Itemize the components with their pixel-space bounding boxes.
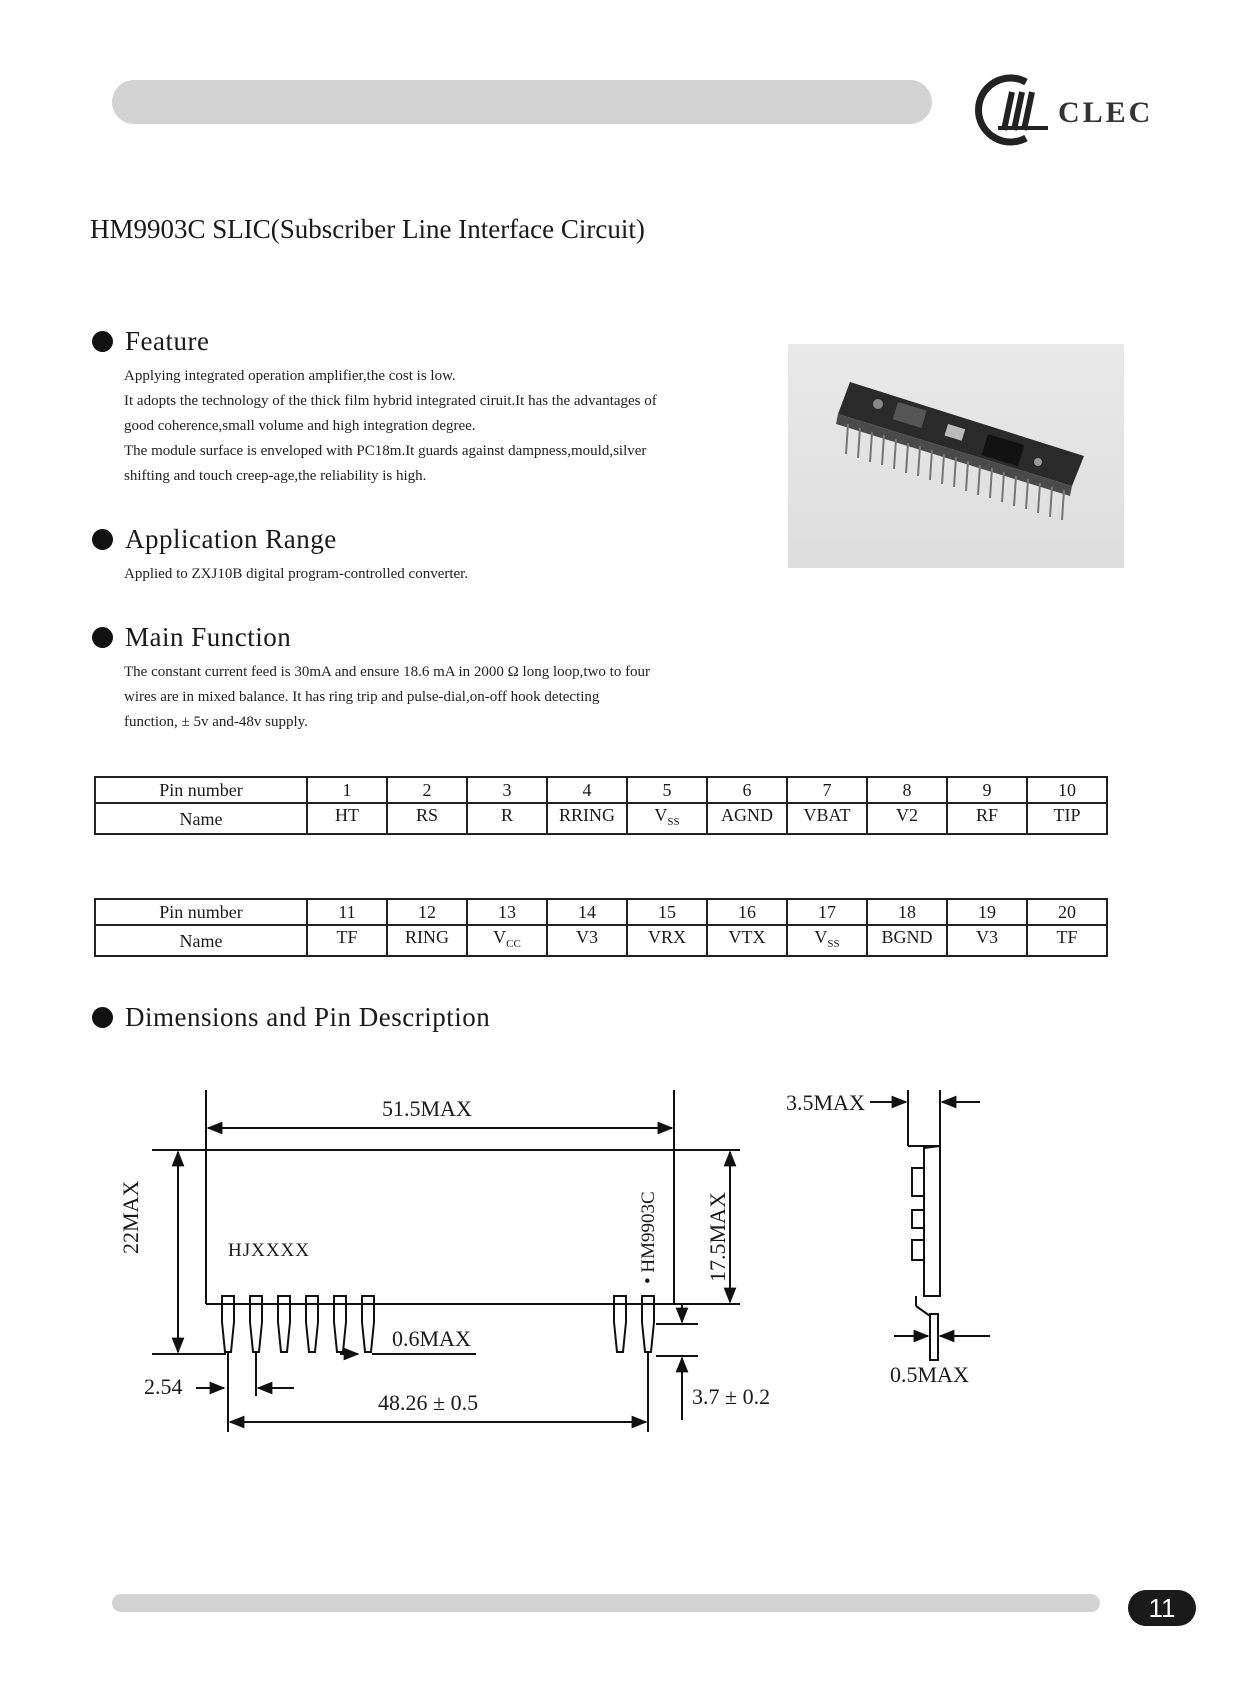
side-marking-label: • HM9903C bbox=[638, 1191, 659, 1284]
feature-line: good coherence,small volume and high integration degree. bbox=[124, 418, 476, 434]
pin-name: V3 bbox=[547, 925, 627, 956]
application-heading-text: Application Range bbox=[125, 524, 337, 554]
lead-length-label: 3.7 ± 0.2 bbox=[692, 1384, 771, 1409]
pin-number: 16 bbox=[707, 899, 787, 925]
row-header: Pin number bbox=[95, 777, 307, 803]
pin-name: BGND bbox=[867, 925, 947, 956]
pin-name: V2 bbox=[867, 803, 947, 834]
pin-number: 20 bbox=[1027, 899, 1107, 925]
pin-name: VBAT bbox=[787, 803, 867, 834]
pin-name: $V_{SS}$ bbox=[627, 803, 707, 834]
thickness-label: 3.5MAX bbox=[786, 1090, 865, 1115]
pin-name: AGND bbox=[707, 803, 787, 834]
pin-number: 8 bbox=[867, 777, 947, 803]
pin-number: 19 bbox=[947, 899, 1027, 925]
pin-number: 18 bbox=[867, 899, 947, 925]
row-header: Name bbox=[95, 925, 307, 956]
main-function-line: The constant current feed is 30mA and ensure 18.6 mA in 2000 Ω long loop,two to four bbox=[124, 664, 651, 680]
main-function-line: wires are in mixed balance. It has ring trip and pulse-dial,on-off hook detecting bbox=[124, 689, 600, 705]
application-line: Applied to ZXJ10B digital program-controlled converter. bbox=[124, 566, 469, 582]
feature-heading-text: Feature bbox=[125, 326, 210, 356]
pin-number: 11 bbox=[307, 899, 387, 925]
pin-name: RRING bbox=[547, 803, 627, 834]
feature-line: The module surface is enveloped with PC18m.It guards against dampness,mould,silver bbox=[124, 443, 647, 459]
pin-name: VRX bbox=[627, 925, 707, 956]
row-header: Pin number bbox=[95, 899, 307, 925]
pin-name: R bbox=[467, 803, 547, 834]
pin-name: TF bbox=[1027, 925, 1107, 956]
pin-name: VTX bbox=[707, 925, 787, 956]
pin-name: RS bbox=[387, 803, 467, 834]
document-title: HM9903C SLIC(Subscriber Line Interface Circuit) bbox=[90, 214, 645, 244]
pin-name: RING bbox=[387, 925, 467, 956]
part-marking-label: HJXXXX bbox=[228, 1240, 310, 1261]
feature-line: Applying integrated operation amplifier,the cost is low. bbox=[124, 368, 456, 384]
pin-number: 14 bbox=[547, 899, 627, 925]
pin-number: 2 bbox=[387, 777, 467, 803]
pin-name: V3 bbox=[947, 925, 1027, 956]
pin-width-label: 0.6MAX bbox=[392, 1326, 471, 1351]
pin-number: 17 bbox=[787, 899, 867, 925]
logo-text: CLEC bbox=[1058, 96, 1154, 129]
pin-number: 5 bbox=[627, 777, 707, 803]
pin-number: 6 bbox=[707, 777, 787, 803]
pin-span-label: 48.26 ± 0.5 bbox=[378, 1390, 479, 1415]
page-number: 11 bbox=[1128, 1590, 1196, 1626]
main-function-heading-text: Main Function bbox=[125, 622, 292, 652]
pin-number: 4 bbox=[547, 777, 627, 803]
pin-name: TF bbox=[307, 925, 387, 956]
pin-number: 12 bbox=[387, 899, 467, 925]
pin-name: TIP bbox=[1027, 803, 1107, 834]
height-max-label: 22MAX bbox=[118, 1180, 143, 1254]
pin-number: 1 bbox=[307, 777, 387, 803]
pin-number: 3 bbox=[467, 777, 547, 803]
side-view bbox=[870, 1090, 990, 1360]
pitch-label: 2.54 bbox=[144, 1374, 183, 1399]
main-function-line: function, ± 5v and-48v supply. bbox=[124, 714, 308, 730]
pin-number: 13 bbox=[467, 899, 547, 925]
pin-number: 10 bbox=[1027, 777, 1107, 803]
pin-name: HT bbox=[307, 803, 387, 834]
pin-name: RF bbox=[947, 803, 1027, 834]
width-max-label: 51.5MAX bbox=[382, 1096, 472, 1121]
dimensions-heading-text: Dimensions and Pin Description bbox=[125, 1002, 491, 1032]
lead-thickness-label: 0.5MAX bbox=[890, 1362, 969, 1387]
feature-line: It adopts the technology of the thick film hybrid integrated ciruit.It has the advantages of bbox=[124, 393, 657, 409]
row-header: Name bbox=[95, 803, 307, 834]
pin-number: 7 bbox=[787, 777, 867, 803]
footer-bar bbox=[112, 1594, 1100, 1612]
pin-name: $V_{CC}$ bbox=[467, 925, 547, 956]
pin-number: 15 bbox=[627, 899, 707, 925]
pin-name: $V_{SS}$ bbox=[787, 925, 867, 956]
body-height-label: 17.5MAX bbox=[705, 1192, 730, 1282]
feature-line: shifting and touch creep-age,the reliability is high. bbox=[124, 468, 427, 484]
pin-number: 9 bbox=[947, 777, 1027, 803]
